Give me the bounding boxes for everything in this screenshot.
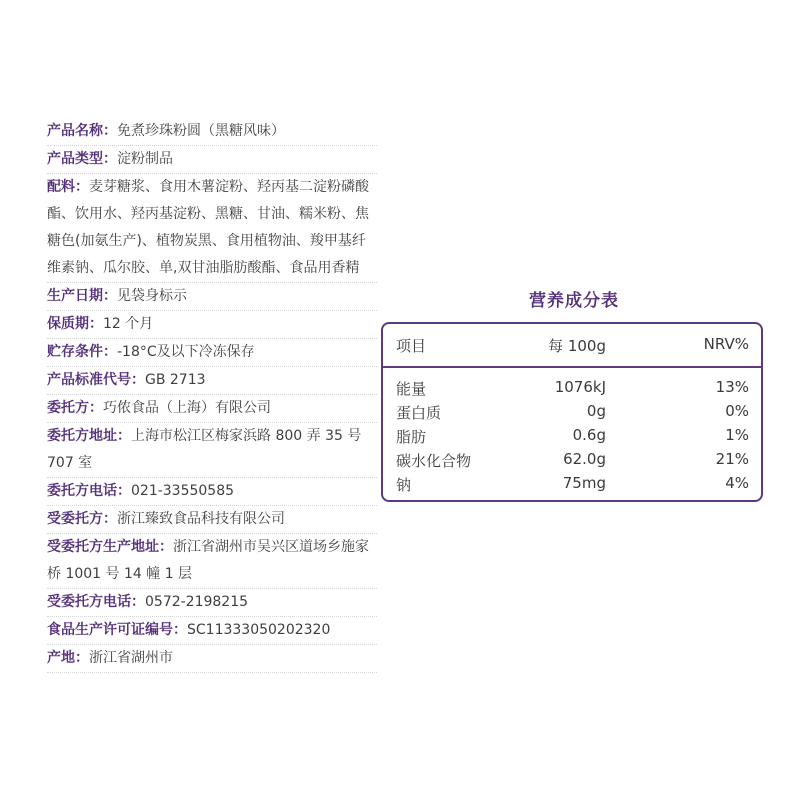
info-row-manufacturer-address [47,534,377,589]
nutrition-row [383,402,761,426]
info-value: -18°C及以下冷冻保存 [117,344,255,360]
info-key: 生产日期： [47,288,117,304]
nutrition-table [381,322,763,502]
nutrition-row [383,426,761,450]
info-key: 产品类型： [47,151,117,167]
info-key: 委托方电话： [47,483,131,499]
info-key: 委托方地址： [47,428,131,444]
info-value: 见袋身标示 [117,288,187,304]
nutrient-amount: 0g [586,402,606,420]
info-key: 产地： [47,650,89,666]
info-row-origin [47,645,377,673]
nutrition-header [383,324,761,368]
nutrient-name: 能量 [396,380,427,398]
info-value: GB 2713 [145,372,206,388]
info-key: 受委托方生产地址： [47,539,173,555]
nutrient-nrv: 13% [715,378,749,396]
nutrient-nrv: 4% [725,474,749,492]
nutrient-amount: 62.0g [563,450,606,468]
product-info [47,118,377,673]
nutrient-nrv: 21% [715,450,749,468]
header-nrv: NRV% [703,335,749,353]
info-key: 受委托方电话： [47,594,145,610]
info-row-license [47,617,377,645]
nutrition-row [383,378,761,402]
info-value: 浙江臻致食品科技有限公司 [117,511,285,527]
info-value: 免煮珍珠粉圆（黑糖风味） [117,123,285,139]
nutrient-name: 蛋白质 [396,404,442,422]
info-row-production-date [47,283,377,311]
info-row-storage [47,339,377,367]
info-value: 巧侬食品（上海）有限公司 [103,400,271,416]
info-row-manufacturer [47,506,377,534]
info-row-standard [47,367,377,395]
info-key: 配料： [47,179,89,195]
nutrient-name: 钠 [396,476,412,494]
info-value: 浙江省湖州市 [89,650,173,666]
header-item: 项目 [396,337,427,355]
info-key: 产品名称： [47,123,117,139]
info-key: 受委托方： [47,511,117,527]
nutrient-amount: 0.6g [572,426,606,444]
info-row-client-phone [47,478,377,506]
info-value: 上海市松江区梅家浜路 800 弄 35 号 707 室 [47,428,362,471]
nutrient-amount: 75mg [562,474,606,492]
nutrient-name: 碳水化合物 [396,452,472,470]
nutrition-row [383,450,761,474]
info-value: 浙江省湖州市吴兴区道场乡施家桥 1001 号 14 幢 1 层 [47,539,369,582]
info-value: 麦芽糖浆、食用木薯淀粉、羟丙基二淀粉磷酸酯、饮用水、羟丙基淀粉、黑糖、甘油、糯米粉、焦糖色(加氨生产)、植物炭黑、食用植物油、羧甲基纤维素钠、瓜尔胶、单,双甘油脂肪酸酯、食品用香精 [47,179,369,276]
info-value: 021-33550585 [131,483,235,499]
nutrient-amount: 1076kJ [554,378,606,396]
info-value: 0572-2198215 [145,594,249,610]
nutrition-row [383,474,761,498]
info-key: 贮存条件： [47,344,117,360]
header-amount: 每 100g [548,337,606,355]
info-row-client [47,395,377,423]
info-value: SC11333050202320 [187,622,331,638]
info-row-client-address [47,423,377,478]
info-row-type [47,146,377,174]
info-row-shelf-life [47,311,377,339]
nutrient-nrv: 1% [725,426,749,444]
nutrient-nrv: 0% [725,402,749,420]
nutrition-title: 营养成分表 [529,291,619,311]
info-row-manufacturer-phone [47,589,377,617]
info-row-ingredients [47,174,377,283]
info-key: 保质期： [47,316,103,332]
nutrient-name: 脂肪 [396,428,427,446]
info-key: 食品生产许可证编号： [47,622,187,638]
info-row-name [47,118,377,146]
info-value: 淀粉制品 [117,151,173,167]
info-key: 产品标准代号： [47,372,145,388]
info-key: 委托方： [47,400,103,416]
info-value: 12 个月 [103,316,154,332]
